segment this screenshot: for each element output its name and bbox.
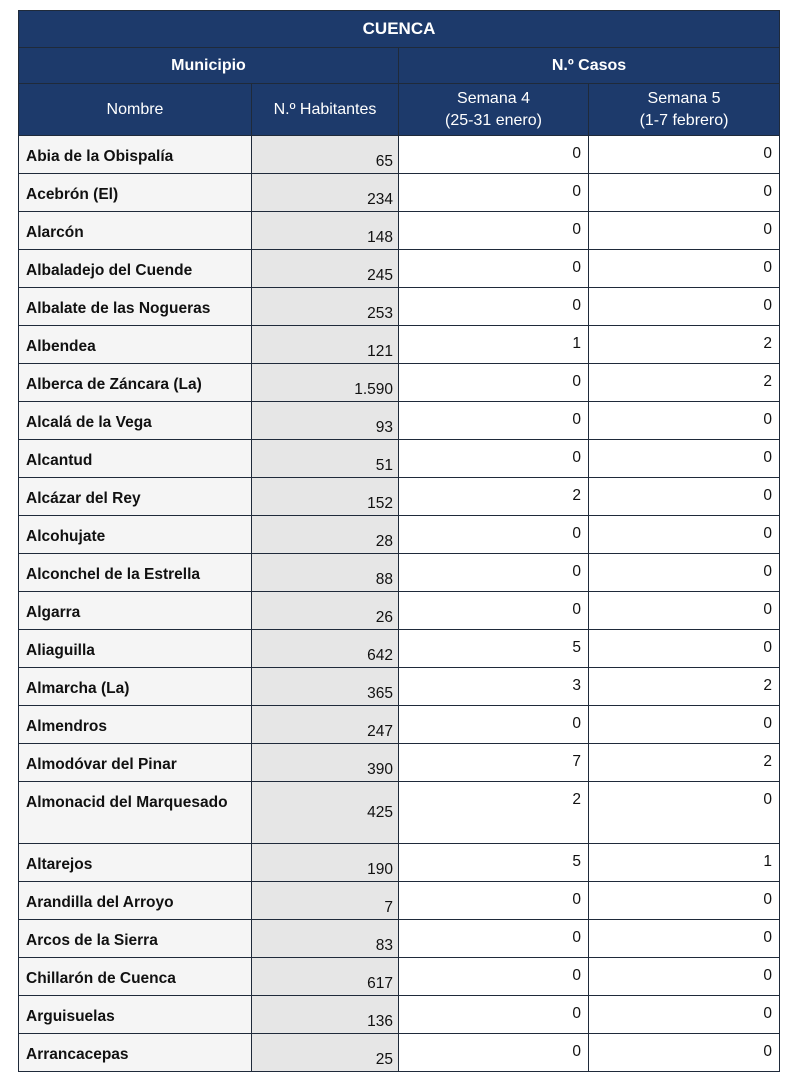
cell-habitantes: 247 — [252, 706, 399, 744]
cell-semana5: 0 — [589, 136, 780, 174]
table-row — [19, 706, 780, 744]
cell-habitantes: 136 — [252, 996, 399, 1034]
cell-habitantes: 28 — [252, 516, 399, 554]
cell-semana4: 0 — [399, 136, 589, 174]
table-title: CUENCA — [19, 11, 780, 48]
cell-habitantes: 93 — [252, 402, 399, 440]
table-row — [19, 882, 780, 920]
cell-nombre: Almarcha (La) — [19, 668, 252, 706]
cell-habitantes: 51 — [252, 440, 399, 478]
cell-semana5: 0 — [589, 882, 780, 920]
semana5-dates: (1-7 febrero) — [639, 111, 729, 129]
cell-habitantes: 245 — [252, 250, 399, 288]
cell-nombre: Arandilla del Arroyo — [19, 882, 252, 920]
cell-semana4: 7 — [399, 744, 589, 782]
cell-semana5: 0 — [589, 706, 780, 744]
cell-semana5: 2 — [589, 668, 780, 706]
cell-habitantes: 88 — [252, 554, 399, 592]
cell-semana5: 0 — [589, 1034, 780, 1072]
cell-semana4: 0 — [399, 706, 589, 744]
cell-semana5: 0 — [589, 920, 780, 958]
cell-habitantes: 425 — [252, 782, 399, 844]
cell-semana4: 0 — [399, 440, 589, 478]
table-row — [19, 782, 780, 844]
cell-semana4: 5 — [399, 630, 589, 668]
cell-nombre: Arcos de la Sierra — [19, 920, 252, 958]
cell-semana4: 0 — [399, 1034, 589, 1072]
cell-semana4: 2 — [399, 782, 589, 844]
column-header-habitantes: N.º Habitantes — [252, 84, 399, 136]
cell-nombre: Almodóvar del Pinar — [19, 744, 252, 782]
cell-nombre: Chillarón de Cuenca — [19, 958, 252, 996]
cell-nombre: Arrancacepas — [19, 1034, 252, 1072]
cell-semana5: 2 — [589, 326, 780, 364]
cell-nombre: Alarcón — [19, 212, 252, 250]
cell-habitantes: 642 — [252, 630, 399, 668]
cell-semana4: 0 — [399, 288, 589, 326]
table-body — [19, 136, 780, 1072]
table-row — [19, 1034, 780, 1072]
cell-semana5: 0 — [589, 592, 780, 630]
table-row — [19, 288, 780, 326]
cell-nombre: Aliaguilla — [19, 630, 252, 668]
table-row — [19, 136, 780, 174]
group-header-municipio: Municipio — [19, 48, 399, 84]
cell-habitantes: 7 — [252, 882, 399, 920]
cell-nombre: Altarejos — [19, 844, 252, 882]
table-row — [19, 668, 780, 706]
cell-semana5: 0 — [589, 174, 780, 212]
table-row — [19, 920, 780, 958]
cell-habitantes: 253 — [252, 288, 399, 326]
cell-semana5: 0 — [589, 212, 780, 250]
cell-habitantes: 25 — [252, 1034, 399, 1072]
cell-nombre: Algarra — [19, 592, 252, 630]
cell-nombre: Alcalá de la Vega — [19, 402, 252, 440]
cell-habitantes: 390 — [252, 744, 399, 782]
cell-nombre: Alconchel de la Estrella — [19, 554, 252, 592]
cell-nombre: Almonacid del Marquesado — [19, 782, 252, 844]
cell-habitantes: 365 — [252, 668, 399, 706]
cell-semana5: 0 — [589, 958, 780, 996]
table-row — [19, 212, 780, 250]
cell-semana4: 0 — [399, 250, 589, 288]
cell-semana5: 0 — [589, 288, 780, 326]
cell-semana4: 0 — [399, 174, 589, 212]
cell-semana4: 0 — [399, 996, 589, 1034]
cell-semana4: 0 — [399, 402, 589, 440]
cell-semana4: 5 — [399, 844, 589, 882]
cell-semana4: 0 — [399, 882, 589, 920]
cell-semana4: 3 — [399, 668, 589, 706]
cell-semana5: 2 — [589, 744, 780, 782]
cell-nombre: Almendros — [19, 706, 252, 744]
cell-semana5: 0 — [589, 996, 780, 1034]
column-header-semana5 — [589, 84, 780, 136]
table-row — [19, 958, 780, 996]
cell-semana4: 0 — [399, 920, 589, 958]
column-header-nombre: Nombre — [19, 84, 252, 136]
cases-table — [18, 10, 780, 1072]
cell-semana5: 0 — [589, 782, 780, 844]
cell-semana4: 1 — [399, 326, 589, 364]
table-row — [19, 326, 780, 364]
table-row — [19, 516, 780, 554]
table-row — [19, 554, 780, 592]
cell-habitantes: 1.590 — [252, 364, 399, 402]
semana5-label: Semana 5 — [647, 89, 721, 107]
cell-nombre: Albaladejo del Cuende — [19, 250, 252, 288]
cell-habitantes: 121 — [252, 326, 399, 364]
cell-habitantes: 190 — [252, 844, 399, 882]
cell-habitantes: 65 — [252, 136, 399, 174]
cell-semana5: 0 — [589, 630, 780, 668]
cell-nombre: Alberca de Záncara (La) — [19, 364, 252, 402]
semana4-label: Semana 4 — [457, 89, 530, 107]
group-header-casos: N.º Casos — [399, 48, 780, 84]
cell-semana4: 2 — [399, 478, 589, 516]
cell-nombre: Alcázar del Rey — [19, 478, 252, 516]
cell-habitantes: 152 — [252, 478, 399, 516]
table-row — [19, 996, 780, 1034]
semana4-dates: (25-31 enero) — [445, 111, 542, 129]
cell-semana5: 0 — [589, 516, 780, 554]
table-row — [19, 250, 780, 288]
cell-habitantes: 617 — [252, 958, 399, 996]
cell-semana4: 0 — [399, 958, 589, 996]
cell-semana4: 0 — [399, 554, 589, 592]
table-row — [19, 174, 780, 212]
table-row — [19, 630, 780, 668]
cell-semana5: 2 — [589, 364, 780, 402]
cell-habitantes: 83 — [252, 920, 399, 958]
cell-nombre: Arguisuelas — [19, 996, 252, 1034]
cell-nombre: Abia de la Obispalía — [19, 136, 252, 174]
cell-habitantes: 234 — [252, 174, 399, 212]
cell-habitantes: 148 — [252, 212, 399, 250]
table-row — [19, 844, 780, 882]
table-row — [19, 478, 780, 516]
cell-semana5: 0 — [589, 250, 780, 288]
cell-nombre: Albendea — [19, 326, 252, 364]
cell-semana4: 0 — [399, 212, 589, 250]
cell-nombre: Albalate de las Nogueras — [19, 288, 252, 326]
table-row — [19, 364, 780, 402]
column-header-semana4 — [399, 84, 589, 136]
cell-semana5: 0 — [589, 554, 780, 592]
cell-semana5: 0 — [589, 402, 780, 440]
table-row — [19, 744, 780, 782]
cell-semana5: 0 — [589, 478, 780, 516]
table-row — [19, 402, 780, 440]
table-row — [19, 440, 780, 478]
cell-nombre: Alcohujate — [19, 516, 252, 554]
cell-semana4: 0 — [399, 592, 589, 630]
cell-nombre: Acebrón (El) — [19, 174, 252, 212]
cell-habitantes: 26 — [252, 592, 399, 630]
cell-nombre: Alcantud — [19, 440, 252, 478]
cell-semana5: 1 — [589, 844, 780, 882]
cell-semana5: 0 — [589, 440, 780, 478]
cell-semana4: 0 — [399, 516, 589, 554]
table-row — [19, 592, 780, 630]
cell-semana4: 0 — [399, 364, 589, 402]
